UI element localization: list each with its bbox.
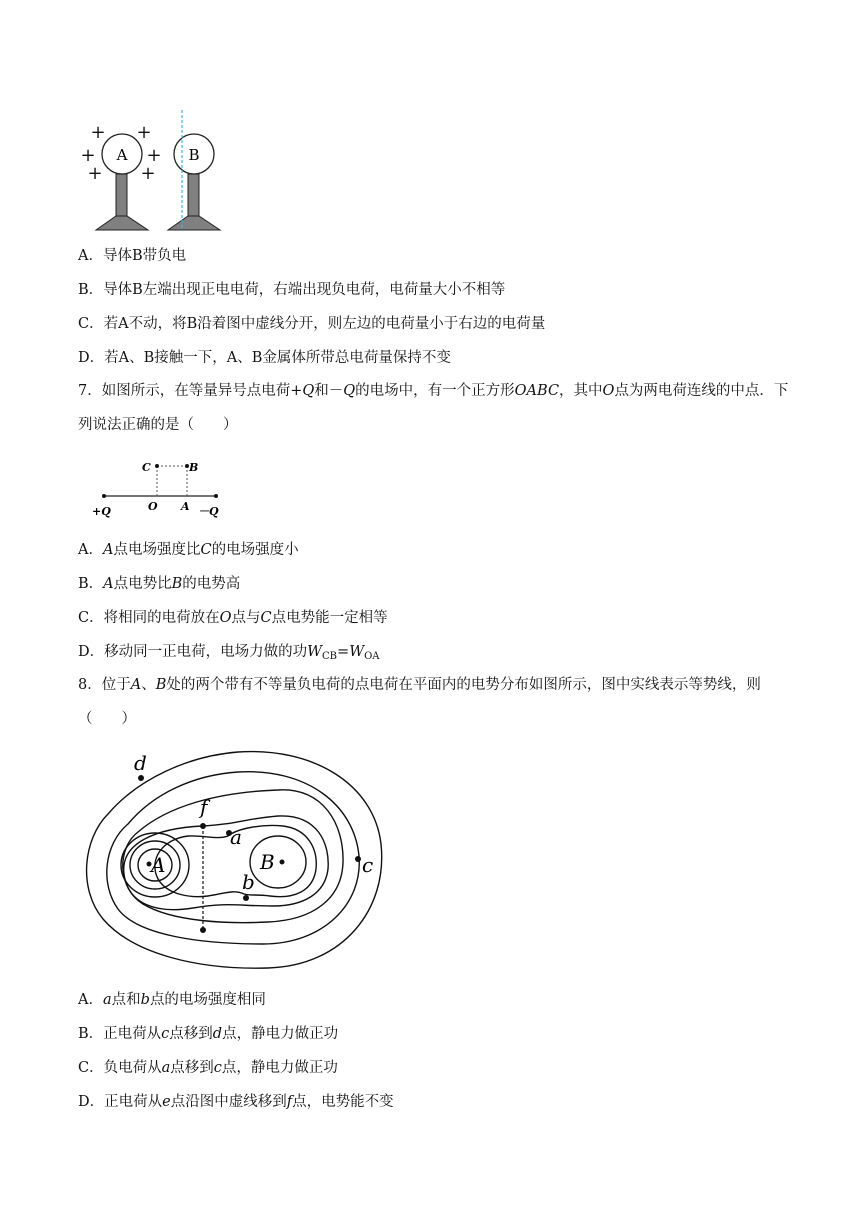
- label-plus-q: +Q: [92, 505, 111, 518]
- option-text: 点的电场强度相同: [149, 992, 266, 1008]
- option-text: 点，静电力做正功: [222, 1026, 339, 1042]
- option-var: A: [103, 576, 114, 592]
- plus-sign: +: [90, 122, 106, 143]
- label-f: f: [200, 795, 208, 819]
- stand-b-pole: [188, 174, 199, 216]
- option-text: 点电势能一定相等: [271, 610, 388, 626]
- option-var: d: [212, 1026, 223, 1042]
- option-text: 点与: [231, 610, 261, 626]
- q7-stem-text: 7．如图所示，在等量异号点电荷+: [78, 383, 303, 399]
- option-text: D．正电荷从: [78, 1094, 163, 1110]
- label-b: B: [189, 461, 199, 474]
- option-text: A．: [78, 542, 103, 558]
- option-text: 点和: [111, 992, 141, 1008]
- point-minus-q: [214, 494, 218, 498]
- option-var: e: [162, 1094, 171, 1110]
- point-b: [243, 895, 249, 901]
- point-plus-q: [102, 494, 106, 498]
- option-text: D．移动同一正电荷，电场力做的功: [78, 644, 308, 660]
- q7-stem-var: O: [602, 383, 615, 399]
- q7-stem-var: OABC: [514, 383, 560, 399]
- sphere-a-label: A: [116, 146, 128, 164]
- plus-sign: +: [80, 145, 96, 166]
- label-d: d: [134, 751, 147, 775]
- equipotential-line: [107, 772, 359, 944]
- q8-option-c: [78, 1058, 338, 1078]
- stand-b-base: [168, 216, 220, 230]
- q8-option-d: [78, 1092, 394, 1112]
- label-c: C: [142, 461, 151, 474]
- q6-option-a: A．导体B带负电: [78, 248, 187, 264]
- q7-option-b: [78, 574, 240, 594]
- plus-sign: +: [136, 122, 152, 143]
- q7-stem-text: ，其中: [559, 383, 603, 399]
- q7-stem: [78, 374, 798, 442]
- label-c: c: [362, 853, 374, 877]
- point-f: [200, 823, 206, 829]
- label-o: O: [148, 500, 158, 513]
- plus-sign: +: [146, 145, 162, 166]
- plus-sign: +: [87, 163, 103, 184]
- square-figure: [86, 456, 236, 522]
- option-text: C．将相同的电荷放在: [78, 610, 220, 626]
- label-charge-a: A: [151, 853, 166, 877]
- equipotential-figure: [78, 744, 398, 974]
- charge-b-point: [280, 860, 285, 865]
- q8-stem-text: 8．位于: [78, 677, 131, 693]
- q7-option-d: [78, 642, 380, 667]
- option-text: C．负电荷从: [78, 1060, 162, 1076]
- point-e: [200, 927, 206, 933]
- q8-stem-text: 、: [141, 677, 156, 693]
- label-minus-q: －Q: [198, 505, 219, 518]
- q6-option-b: B．导体B左端出现正电电荷，右端出现负电荷，电荷量大小不相等: [78, 282, 506, 298]
- option-var: C: [260, 610, 272, 626]
- q7-stem-var: Q: [343, 383, 356, 399]
- option-var: f: [286, 1094, 293, 1110]
- option-var: a: [161, 1060, 171, 1076]
- option-var: c: [213, 1060, 222, 1076]
- option-text: B．: [78, 576, 104, 592]
- q8-stem-text: 处的两个带有不等量负电荷的点电荷在平面内的电势分布如图所示，图中实线表示等势线，则（ ）: [78, 677, 761, 727]
- stand-a-pole: [116, 174, 127, 216]
- option-var: O: [219, 610, 232, 626]
- option-subscript: OA: [364, 651, 380, 662]
- point-c: [155, 464, 159, 468]
- stand-a-base: [96, 216, 148, 230]
- label-a: A: [181, 500, 190, 513]
- option-text: 点沿图中虚线移到: [170, 1094, 287, 1110]
- plus-sign: +: [140, 163, 156, 184]
- q7-stem-text: 的电场中，有一个正方形: [355, 383, 515, 399]
- option-var: A: [102, 542, 114, 558]
- option-var: b: [140, 992, 150, 1008]
- option-text: 点移到: [169, 1026, 213, 1042]
- q7-stem-text: 和－: [314, 383, 344, 399]
- option-text: 的电势高: [182, 576, 241, 592]
- q8-stem: [78, 668, 798, 736]
- option-var: a: [102, 992, 112, 1008]
- option-text: 点移到: [170, 1060, 214, 1076]
- label-charge-b: B: [260, 850, 275, 874]
- q8-stem-var: A: [130, 677, 142, 693]
- q7-stem-text: 点为两电荷连线的中点．下列说法正确的是（ ）: [78, 383, 789, 433]
- q8-stem-var: B: [155, 677, 167, 693]
- option-var: B: [171, 576, 183, 592]
- q7-option-a: [78, 540, 299, 560]
- option-text: A．: [78, 992, 103, 1008]
- option-text: 的电场强度小: [211, 542, 299, 558]
- q8-option-b: [78, 1024, 338, 1044]
- label-b: b: [242, 870, 255, 894]
- sphere-b-label: B: [188, 146, 200, 164]
- option-var: c: [161, 1026, 170, 1042]
- option-var: W: [349, 644, 365, 660]
- option-text: 点，电势能不变: [292, 1094, 394, 1110]
- q7-stem-var: Q: [302, 383, 315, 399]
- conductor-figure: [78, 108, 238, 236]
- option-var: C: [200, 542, 212, 558]
- option-text: =: [337, 644, 350, 660]
- point-c: [355, 856, 361, 862]
- q6-option-d: D．若A、B接触一下，A、B金属体所带总电荷量保持不变: [78, 350, 451, 366]
- label-a: a: [230, 825, 242, 849]
- option-var: W: [307, 644, 323, 660]
- q7-option-c: [78, 608, 388, 628]
- option-text: 点电势比: [113, 576, 172, 592]
- option-text: 点，静电力做正功: [221, 1060, 338, 1076]
- option-text: B．正电荷从: [78, 1026, 162, 1042]
- point-d: [138, 775, 144, 781]
- option-subscript: CB: [322, 651, 338, 662]
- option-text: 点电场强度比: [113, 542, 201, 558]
- q8-option-a: [78, 990, 266, 1010]
- q6-option-c: C．若A不动，将B沿着图中虚线分开，则左边的电荷量小于右边的电荷量: [78, 316, 546, 332]
- equipotential-line: [250, 836, 306, 888]
